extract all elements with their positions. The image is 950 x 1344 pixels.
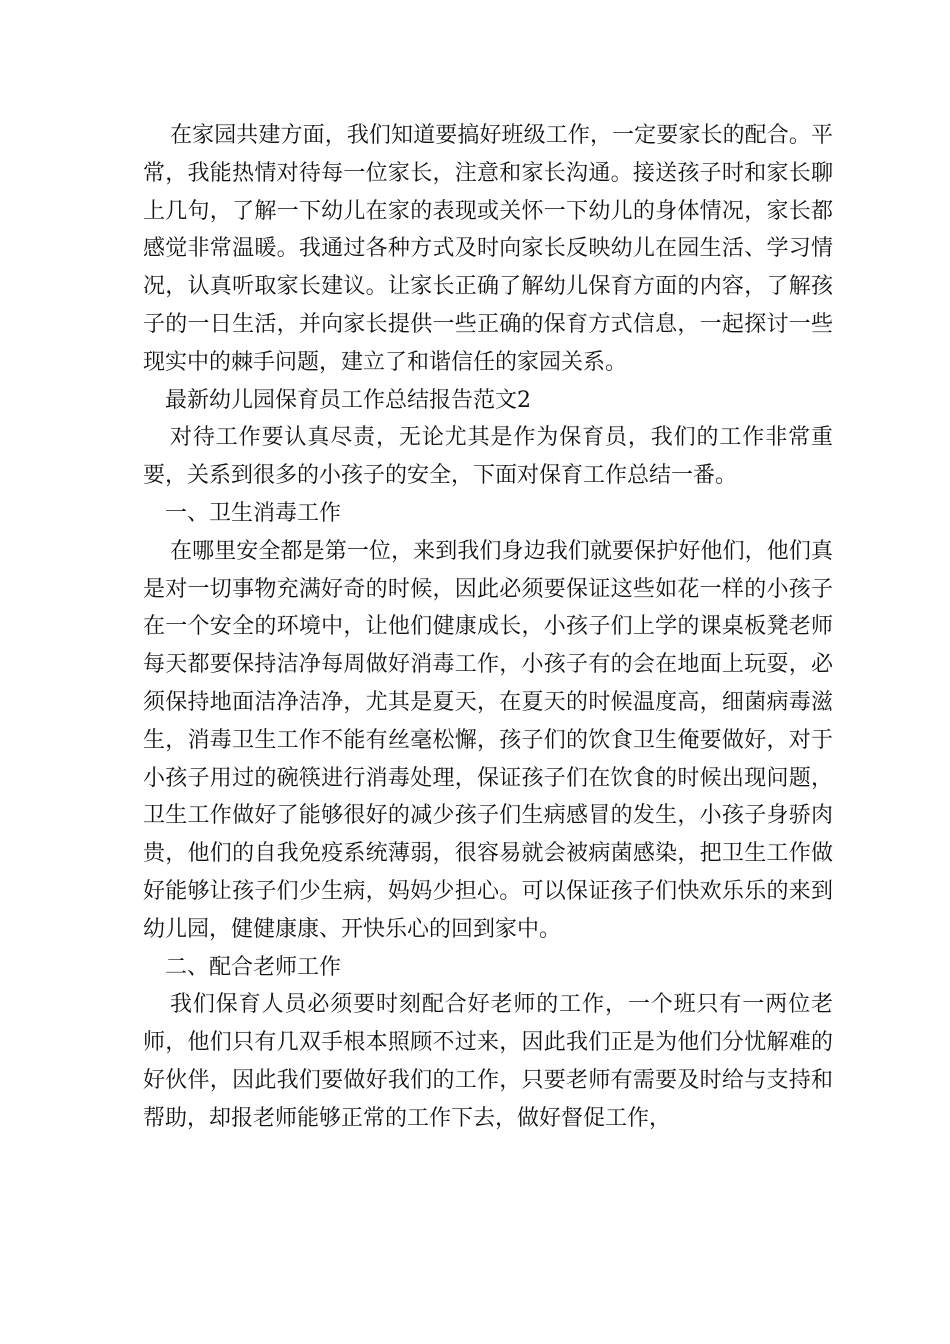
paragraph-home-school-cooperation: 在家园共建方面，我们知道要搞好班级工作，一定要家长的配合。平常，我能热情对待每一位家长，注意和家长沟通。接送孩子时和家长聊上几句，了解一下幼儿在家的表现或关怀一下幼儿的身体情况，家长都感觉非常温暖。我通过各种方式及时向家长反映幼儿在园生活、学习情况，认真听取家长建议。让家长正确了解幼儿保育方面的内容，了解孩子的一日生活，并向家长提供一些正确的保育方式信息，一起探讨一些现实中的棘手问题，建立了和谐信任的家园关系。 xyxy=(143,123,833,375)
document-body xyxy=(143,117,833,1138)
paragraph-hygiene-disinfection: 在哪里安全都是第一位，来到我们身边我们就要保护好他们，他们真是对一切事物充满好奇的时候，因此必须要保证这些如花一样的小孩子在一个安全的环境中，让他们健康成长，小孩子们上学的课桌板凳老师每天都要保持洁净每周做好消毒工作，小孩子有的会在地面上玩耍，必须保持地面洁净洁净，尤其是夏天，在夏天的时候温度高，细菌病毒滋生，消毒卫生工作不能有丝毫松懈，孩子们的饮食卫生俺要做好，对于小孩子用过的碗筷进行消毒处理，保证孩子们在饮食的时候出现问题，卫生工作做好了能够很好的减少孩子们生病感冒的发生，小孩子身骄肉贵，他们的自我免疫系统薄弱，很容易就会被病菌感染，把卫生工作做好能够让孩子们少生病，妈妈少担心。可以保证孩子们快欢乐乐的来到幼儿园，健健康康、开快乐心的回到家中。 xyxy=(143,538,833,942)
paragraph-cooperate-with-teachers: 我们保育人员必须要时刻配合好老师的工作，一个班只有一两位老师，他们只有几双手根本照顾不过来，因此我们正是为他们分忧解难的好伙伴，因此我们要做好我们的工作，只要老师有需要及时给与支持和帮助，却报老师能够正常的工作下去，做好督促工作， xyxy=(143,992,833,1131)
paragraph-intro: 对待工作要认真尽责，无论尤其是作为保育员，我们的工作非常重要，关系到很多的小孩子的安全，下面对保育工作总结一番。 xyxy=(143,425,833,489)
section-title-report-2: 最新幼儿园保育员工作总结报告范文2 xyxy=(165,387,531,413)
heading-hygiene-disinfection: 一、卫生消毒工作 xyxy=(165,500,342,526)
heading-cooperate-with-teachers: 二、配合老师工作 xyxy=(165,954,342,980)
